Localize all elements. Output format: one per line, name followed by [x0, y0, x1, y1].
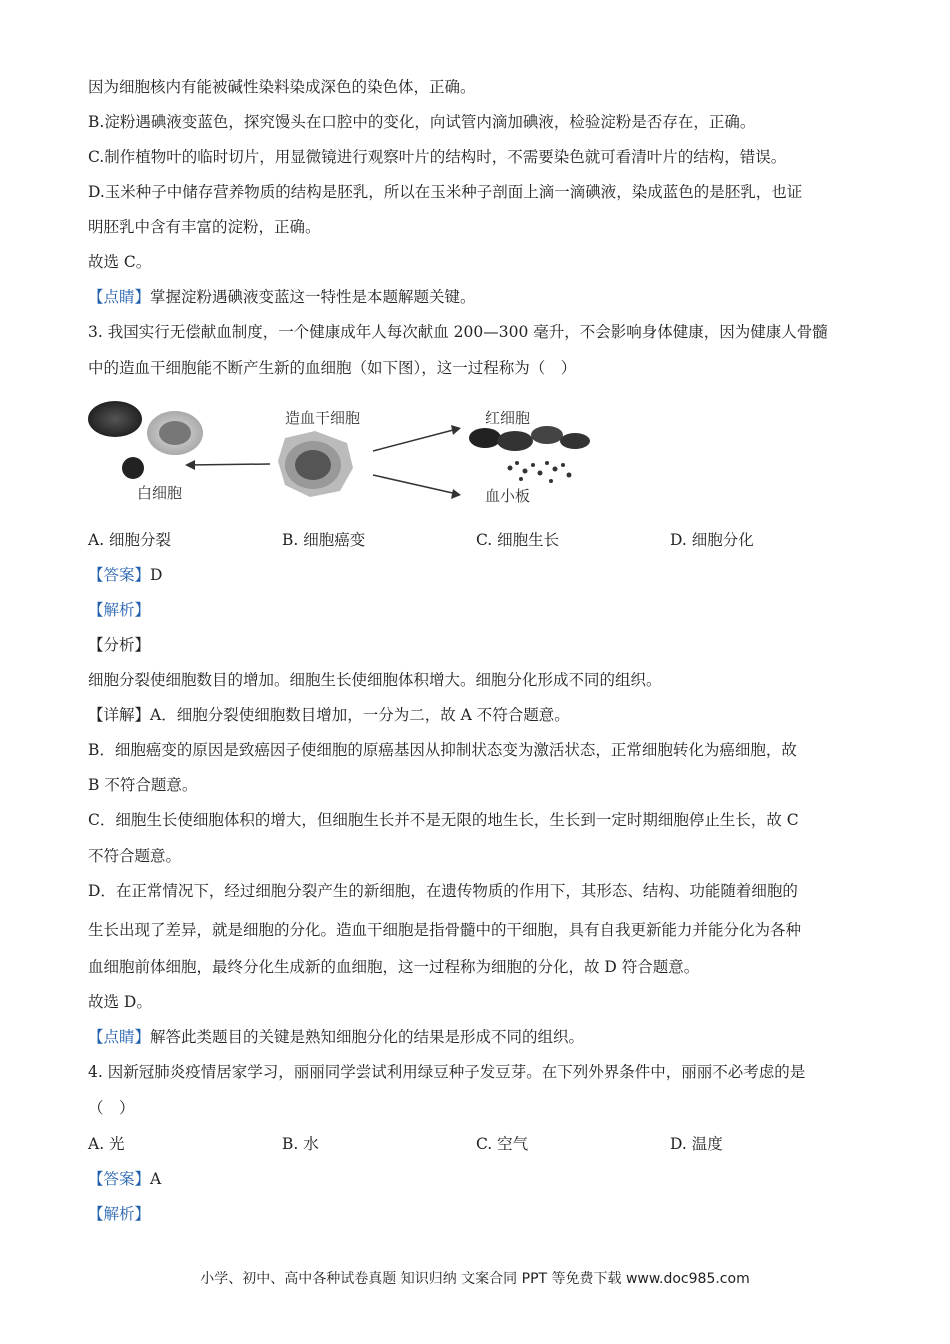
dianjing-tag: 【点睛】 — [88, 288, 151, 306]
figure-center-label: 造血干细胞 — [285, 409, 361, 427]
question-4-line-1: 4. 因新冠肺炎疫情居家学习，丽丽同学尝试利用绿豆种子发豆芽。在下列外界条件中，丽丽不必考虑的是 — [88, 1063, 806, 1081]
q3-detail-d3: 血细胞前体细胞，最终分化生成新的血细胞，这一过程称为细胞的分化，故 D 符合题意。 — [88, 958, 700, 976]
q3-detail-a-text: A．细胞分裂使细胞数目增加，一分为二，故 A 不符合题意。 — [150, 706, 570, 724]
q3-detail-b1: B．细胞癌变的原因是致癌因子使细胞的原癌基因从抑制状态变为激活状态，正常细胞转化为癌细胞，故 — [88, 741, 797, 759]
figure-bottom-right-label: 血小板 — [485, 487, 531, 505]
q3-option-b[interactable]: B. 细胞癌变 — [282, 531, 366, 549]
q3-detail-d1: D．在正常情况下，经过细胞分裂产生的新细胞，在遗传物质的作用下，其形态、结构、功能随着细胞的 — [88, 882, 798, 900]
dianjing-text: 掌握淀粉遇碘液变蓝这一特性是本题解题关键。 — [150, 288, 476, 306]
q3-option-a[interactable]: A. 细胞分裂 — [88, 531, 172, 549]
q3-answer-value: D — [150, 566, 163, 584]
q3-answer — [88, 565, 162, 585]
q4-jiexi-tag: 【解析】 — [88, 1205, 151, 1223]
line-6: 故选 C。 — [88, 253, 152, 271]
q3-analysis: 细胞分裂使细胞数目的增加。细胞生长使细胞体积增大。细胞分化形成不同的组织。 — [88, 671, 662, 689]
hematopoiesis-figure — [85, 393, 615, 513]
white-blood-cell-group — [88, 401, 203, 502]
q4-option-b[interactable]: B. 水 — [282, 1135, 319, 1153]
red-blood-cell-group — [469, 409, 590, 451]
figure-top-right-label: 红细胞 — [485, 409, 531, 427]
q3-jiexi-tag: 【解析】 — [88, 601, 151, 619]
page-footer: 小学、初中、高中各种试卷真题 知识归纳 文案合同 PPT 等免费下载 www.doc985.com — [200, 1271, 750, 1287]
q3-detail-d2: 生长出现了差异，就是细胞的分化。造血干细胞是指骨髓中的干细胞，具有自我更新能力并能分化为各种 — [88, 921, 802, 939]
line-4: D.玉米种子中储存营养物质的结构是胚乳，所以在玉米种子剖面上滴一滴碘液，染成蓝色的是胚乳，也证 — [88, 183, 803, 201]
q3-dianjing — [88, 1027, 584, 1047]
stem-cell-group — [278, 409, 360, 497]
q3-option-d[interactable]: D. 细胞分化 — [670, 531, 754, 549]
dianjing-line — [88, 287, 476, 307]
q4-option-d[interactable]: D. 温度 — [670, 1135, 723, 1153]
line-5: 明胚乳中含有丰富的淀粉，正确。 — [88, 218, 321, 236]
figure-left-label: 白细胞 — [137, 484, 183, 502]
q3-choose: 故选 D。 — [88, 993, 152, 1011]
q4-answer-tag: 【答案】 — [88, 1170, 151, 1188]
q3-fenxi-tag: 【分析】 — [88, 636, 151, 654]
question-3-line-2: 中的造血干细胞能不断产生新的血细胞（如下图），这一过程称为（ ） — [88, 359, 577, 377]
platelet-group — [485, 461, 572, 505]
q3-detail-a — [88, 705, 570, 725]
q4-option-a[interactable]: A. 光 — [88, 1135, 125, 1153]
q3-answer-tag: 【答案】 — [88, 566, 151, 584]
line-2: B.淀粉遇碘液变蓝色，探究馒头在口腔中的变化，向试管内滴加碘液，检验淀粉是否存在，正确。 — [88, 113, 756, 131]
q3-detail-c1: C．细胞生长使细胞体积的增大，但细胞生长并不是无限的地生长，生长到一定时期细胞停止生长，故 C — [88, 811, 799, 829]
line-3: C.制作植物叶的临时切片，用显微镜进行观察叶片的结构时，不需要染色就可看清叶片的结构，错误。 — [88, 148, 787, 166]
q4-option-c[interactable]: C. 空气 — [476, 1135, 529, 1153]
q3-dianjing-tag: 【点睛】 — [88, 1028, 151, 1046]
question-4-line-2: （ ） — [88, 1099, 135, 1117]
q3-detail-tag: 【详解】 — [88, 706, 151, 724]
q4-answer — [88, 1169, 161, 1189]
q3-dianjing-text: 解答此类题目的关键是熟知细胞分化的结果是形成不同的组织。 — [150, 1028, 585, 1046]
q3-detail-c2: 不符合题意。 — [88, 847, 182, 865]
question-3-line-1: 3. 我国实行无偿献血制度，一个健康成年人每次献血 200—300 毫升，不会影响身体健康，因为健康人骨髓 — [88, 323, 828, 341]
q3-detail-b2: B 不符合题意。 — [88, 776, 198, 794]
q3-option-c[interactable]: C. 细胞生长 — [476, 531, 560, 549]
q4-answer-value: A — [150, 1170, 162, 1188]
line-1: 因为细胞核内有能被碱性染料染成深色的染色体，正确。 — [88, 78, 476, 96]
